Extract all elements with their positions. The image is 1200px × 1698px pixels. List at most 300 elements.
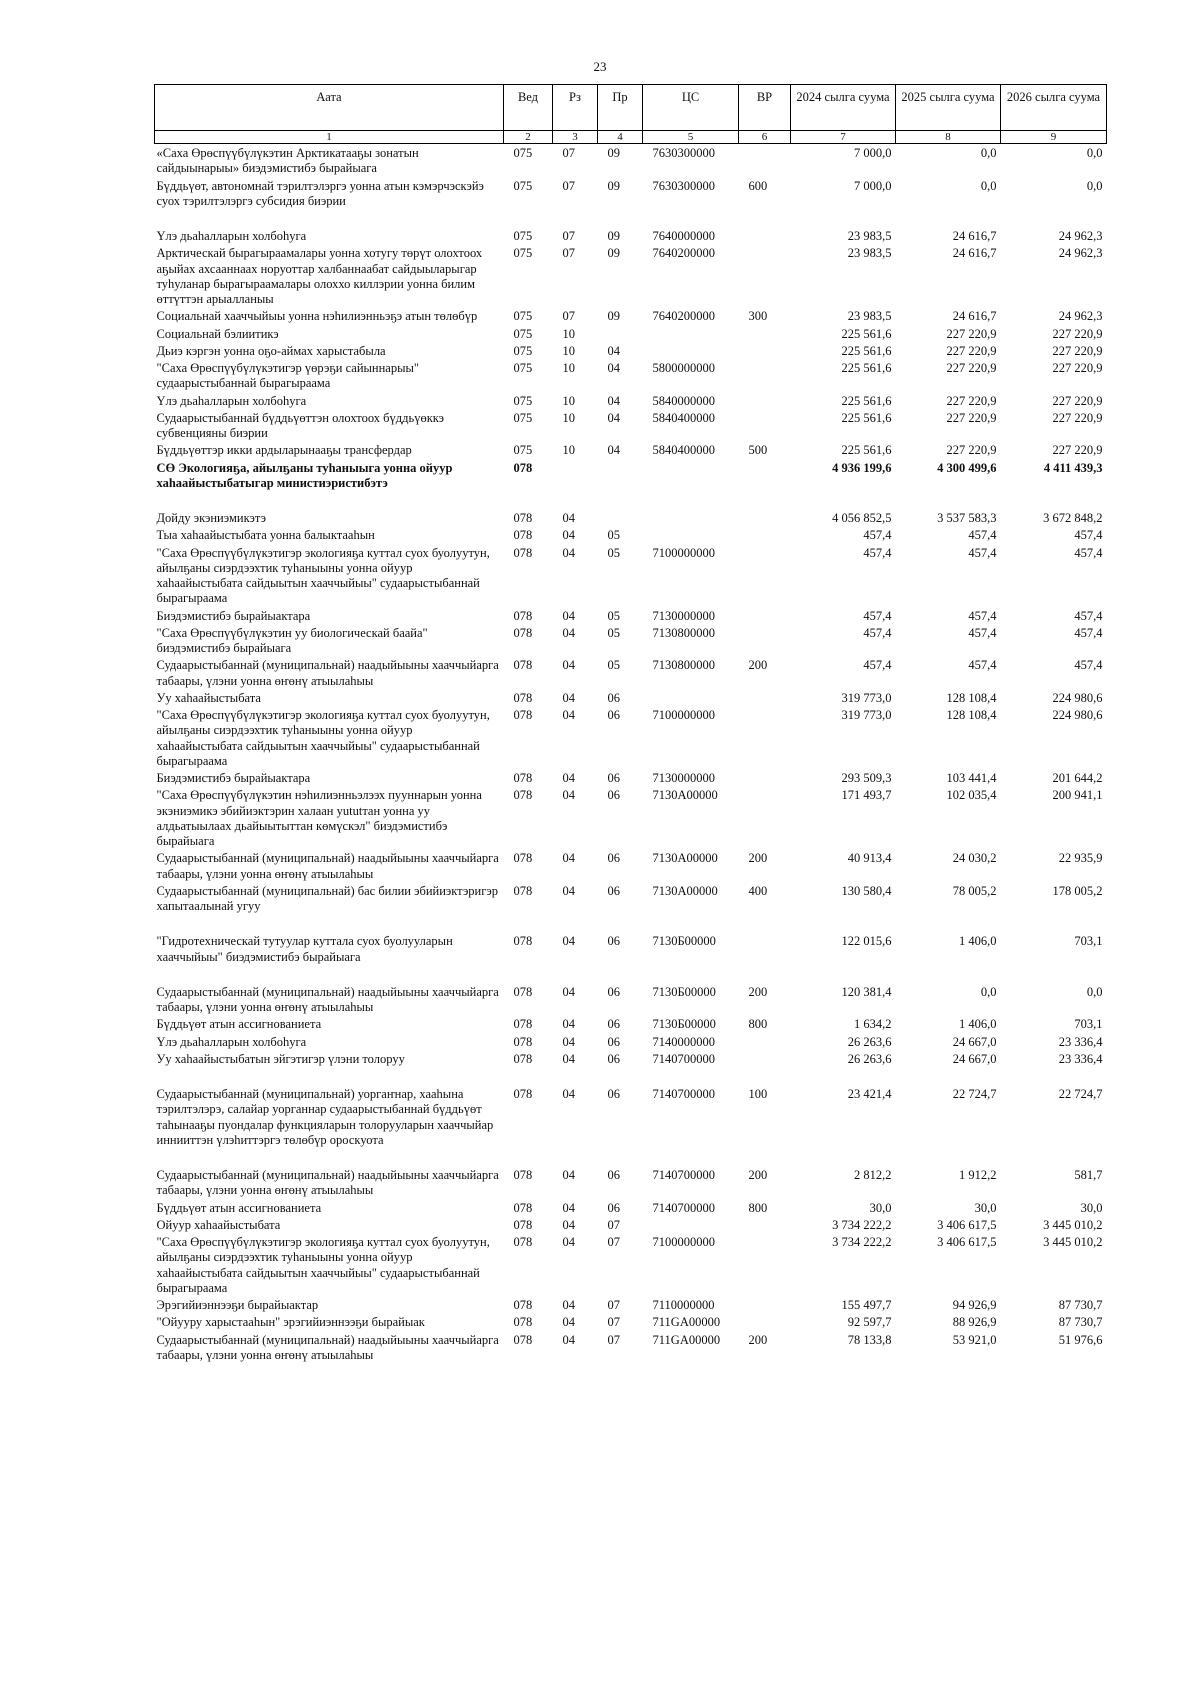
- row-ved: 078: [513, 1298, 533, 1312]
- row-vr: [739, 607, 791, 624]
- table-row: [155, 544, 1107, 607]
- row-rz: 04: [562, 528, 575, 543]
- table-row: [155, 1331, 1107, 1364]
- row-2026-amount: 227 220,9: [1052, 410, 1103, 425]
- row-2024-amount: 120 381,4: [841, 984, 892, 999]
- row-ved: 078: [513, 1200, 533, 1215]
- row-2024-amount: 23 421,4: [847, 1087, 892, 1101]
- row-2026-amount: 227 220,9: [1052, 361, 1103, 375]
- row-vr: 800: [748, 1200, 768, 1215]
- row-ved: 078: [513, 708, 533, 722]
- row-ved: 078: [513, 934, 533, 949]
- row-2025-amount: 53 921,0: [952, 1332, 997, 1347]
- row-2026-amount: 227 220,9: [1052, 393, 1103, 408]
- row-2024-amount: 457,4: [863, 528, 892, 543]
- table-row: [155, 459, 1107, 492]
- row-vr: 500: [748, 443, 768, 458]
- row-pr: 04: [607, 393, 620, 408]
- row-cs: 5840400000: [652, 410, 715, 425]
- row-2024-amount: 225 561,6: [841, 361, 892, 375]
- row-pr: 04: [607, 343, 620, 358]
- row-cs: [643, 459, 739, 492]
- row-name: «Саха Өрөспүүбүлүкэтин Арктикатааҕы зонатын сайдыынарыы» биэдэмистибэ бырайыага: [156, 146, 419, 176]
- row-2025-amount: 103 441,4: [946, 771, 997, 785]
- table-row: [155, 1033, 1107, 1050]
- row-rz: 04: [562, 1051, 575, 1066]
- row-name: Дойду экэниэмикэтэ: [156, 511, 266, 525]
- row-name: Судаарыстыбаннай (муниципальнай) наадыйыыны хааччыйарга табаары, үлэни уонна өҥөнү атыылаһыы: [156, 851, 499, 881]
- row-vr: [739, 706, 791, 769]
- header-row: [155, 85, 1107, 131]
- row-cs: 7640000000: [652, 229, 715, 243]
- row-ved: 078: [513, 1217, 533, 1232]
- budget-table: [154, 84, 1107, 1363]
- row-pr: 06: [607, 1051, 620, 1066]
- row-name: Бүддьүөт атын ассигнованиета: [156, 1017, 322, 1032]
- row-cs: 5800000000: [652, 361, 715, 375]
- column-number-row: [155, 131, 1107, 144]
- table-row: [155, 849, 1107, 882]
- row-2025-amount: 78 005,2: [952, 883, 997, 898]
- row-ved: 078: [513, 545, 533, 560]
- row-2024-amount: 122 015,6: [841, 934, 892, 949]
- row-2025-amount: 24 616,7: [952, 246, 997, 261]
- header-2026: 2026 сылга суума: [1001, 85, 1107, 131]
- row-cs: 7130000000: [652, 608, 715, 623]
- row-pr: 07: [607, 1315, 620, 1330]
- row-cs: 5840400000: [652, 443, 715, 458]
- table-row: [155, 342, 1107, 359]
- row-2025-amount: 0,0: [980, 146, 997, 160]
- row-name: "Саха Өрөспүүбүлүкэтигэр экологияҕа куттал суох буолуутун, айылҕаны сиэрдээхтик туһаныыны уонна ойуур хаһаайыстыбата сайдыытын хааччыйыы" судаарыстыбаннай бырагыраама: [156, 708, 490, 768]
- row-2026-amount: 457,4: [1074, 528, 1103, 543]
- row-vr: [739, 409, 791, 442]
- header-vr: ВР: [739, 85, 791, 131]
- row-2026-amount: 227 220,9: [1052, 443, 1103, 458]
- table-row: [155, 965, 1107, 1016]
- row-pr: 06: [607, 851, 620, 866]
- row-cs: [643, 1216, 739, 1233]
- row-name: Уу хаһаайыстыбата: [156, 690, 261, 705]
- row-vr: [739, 624, 791, 657]
- row-2024-amount: 2 812,2: [854, 1168, 892, 1182]
- row-vr: [739, 342, 791, 359]
- row-2026-amount: 457,4: [1074, 608, 1103, 623]
- row-2026-amount: 30,0: [1080, 1200, 1103, 1215]
- row-vr: [739, 244, 791, 307]
- table-row: [155, 1050, 1107, 1067]
- table-row: [155, 359, 1107, 392]
- row-cs: 7140700000: [652, 1087, 715, 1101]
- row-name: "Гидротехническай тутуулар куттала суох буолууларын хааччыйыы" биэдэмистибэ бырайыага: [156, 934, 453, 964]
- row-2026-amount: 0,0: [1086, 178, 1103, 193]
- row-2025-amount: 88 926,9: [952, 1315, 997, 1330]
- row-vr: 400: [748, 883, 768, 898]
- row-cs: 7140700000: [652, 1200, 715, 1215]
- row-pr: 07: [607, 1332, 620, 1347]
- row-pr: 07: [607, 1298, 620, 1312]
- row-cs: 7110000000: [652, 1298, 715, 1312]
- row-ved: 075: [513, 361, 533, 375]
- row-name: "Саха Өрөспүүбүлүкэтигэр үөрэҕи сайыннарыы" судаарыстыбаннай бырагыраама: [156, 361, 419, 391]
- row-rz: 04: [562, 771, 575, 785]
- header-2025: 2025 сылга суума: [896, 85, 1001, 131]
- row-2024-amount: 4 056 852,5: [832, 511, 892, 525]
- row-cs: 7140700000: [652, 1168, 715, 1182]
- header-name: Аата: [155, 85, 504, 131]
- row-pr: 09: [607, 246, 620, 261]
- row-name: "Саха Өрөспүүбүлүкэтигэр экологияҕа куттал суох буолуутун, айылҕаны сиэрдээхтик туһаныыны уонна ойуур хаһаайыстыбата сайдыытын хааччыйыы" судаарыстыбаннай бырагыраама: [156, 545, 490, 606]
- row-name: Судаарыстыбаннай бүддьүөттэн олохтоох бүддьүөккэ субвенцияны биэрии: [156, 410, 445, 440]
- row-cs: 7130Б00000: [652, 1017, 716, 1032]
- column-number: 8: [896, 131, 1001, 144]
- row-pr: 05: [607, 528, 620, 543]
- row-pr: 05: [607, 658, 620, 673]
- row-ved: 078: [513, 771, 533, 785]
- row-name: "Саха Өрөспүүбүлүкэтин уу биологическай баайа" биэдэмистибэ бырайыага: [156, 625, 428, 655]
- row-rz: 07: [562, 146, 575, 160]
- row-pr: [598, 459, 643, 492]
- row-rz: 07: [562, 229, 575, 243]
- row-cs: 7130А00000: [652, 883, 718, 898]
- row-2026-amount: 457,4: [1074, 625, 1103, 640]
- row-cs: 7130А00000: [652, 788, 718, 803]
- row-2024-amount: 1 634,2: [854, 1017, 892, 1032]
- row-rz: 10: [562, 410, 575, 425]
- row-vr: 600: [748, 178, 768, 193]
- row-ved: 078: [513, 528, 533, 543]
- row-2024-amount: 4 936 199,6: [832, 460, 892, 475]
- row-cs: [643, 526, 739, 543]
- row-rz: 04: [562, 1217, 575, 1232]
- row-ved: 078: [513, 851, 533, 866]
- row-rz: 04: [562, 1087, 575, 1101]
- table-row: [155, 144, 1107, 177]
- row-pr: 04: [607, 443, 620, 458]
- row-rz: 04: [562, 511, 575, 525]
- row-name: Эрэгийиэннээҕи бырайыактар: [156, 1298, 319, 1312]
- row-pr: 09: [607, 146, 620, 160]
- row-2025-amount: 24 030,2: [952, 851, 997, 866]
- row-2026-amount: 0,0: [1086, 146, 1103, 160]
- row-vr: [739, 1296, 791, 1313]
- row-rz: 04: [562, 788, 575, 803]
- row-rz: 07: [562, 309, 575, 324]
- row-2025-amount: 457,4: [968, 608, 997, 623]
- row-name: "Ойууру харыстааһын" эрэгийиэннээҕи бырайыак: [156, 1315, 425, 1330]
- row-2025-amount: 0,0: [980, 984, 997, 999]
- row-cs: 711GA00000: [652, 1315, 721, 1330]
- row-ved: 078: [513, 1017, 533, 1032]
- table-row: [155, 209, 1107, 244]
- row-name: Судаарыстыбаннай (муниципальнай) бас билии эбийиэктэригэр хапытаалынай угуу: [156, 883, 498, 913]
- row-rz: 10: [562, 361, 575, 375]
- row-ved: 075: [513, 146, 533, 160]
- row-2024-amount: 92 597,7: [847, 1315, 892, 1330]
- row-vr: 200: [748, 1332, 768, 1347]
- row-2026-amount: 51 976,6: [1058, 1332, 1103, 1347]
- row-2024-amount: 23 983,5: [847, 246, 892, 261]
- row-pr: 09: [607, 309, 620, 324]
- row-2024-amount: 225 561,6: [841, 343, 892, 358]
- row-rz: 04: [562, 1017, 575, 1032]
- table-row: [155, 786, 1107, 849]
- row-vr: [739, 1233, 791, 1296]
- row-2025-amount: 1 406,0: [959, 934, 997, 949]
- column-number: 2: [504, 131, 553, 144]
- row-2025-amount: 227 220,9: [946, 361, 997, 375]
- row-cs: [643, 325, 739, 342]
- table-row: [155, 1015, 1107, 1032]
- row-2026-amount: 3 672 848,2: [1043, 511, 1103, 525]
- row-cs: [643, 689, 739, 706]
- row-pr: 06: [607, 788, 620, 803]
- row-pr: 06: [607, 1200, 620, 1215]
- row-cs: 7130800000: [652, 625, 715, 640]
- row-2025-amount: 128 108,4: [946, 690, 997, 705]
- row-vr: 300: [748, 309, 768, 324]
- row-cs: 7640200000: [652, 309, 715, 324]
- table-row: [155, 1296, 1107, 1313]
- row-2026-amount: 4 411 439,3: [1043, 460, 1103, 475]
- row-rz: 10: [562, 343, 575, 358]
- row-cs: 7130Б00000: [652, 984, 716, 999]
- row-2026-amount: 23 336,4: [1058, 1051, 1103, 1066]
- row-ved: 078: [513, 658, 533, 673]
- row-pr: 05: [607, 545, 620, 560]
- row-rz: 10: [562, 393, 575, 408]
- row-2024-amount: 155 497,7: [841, 1298, 892, 1312]
- table-row: [155, 689, 1107, 706]
- row-pr: 06: [607, 1017, 620, 1032]
- row-2026-amount: 3 445 010,2: [1043, 1235, 1103, 1249]
- page-number: 23: [593, 59, 607, 74]
- row-rz: 10: [562, 326, 575, 341]
- column-number: 3: [553, 131, 598, 144]
- row-name: Социальнай бэлиитикэ: [156, 326, 279, 341]
- row-2024-amount: 3 734 222,2: [832, 1235, 892, 1249]
- row-ved: 078: [513, 1235, 533, 1249]
- row-vr: [739, 325, 791, 342]
- row-2026-amount: 201 644,2: [1052, 771, 1103, 785]
- table-row: [155, 1148, 1107, 1199]
- row-2026-amount: 200 941,1: [1052, 788, 1103, 803]
- row-2024-amount: 171 493,7: [841, 788, 892, 803]
- row-ved: 078: [513, 883, 533, 898]
- row-pr: 04: [607, 410, 620, 425]
- row-2026-amount: 3 445 010,2: [1043, 1217, 1103, 1232]
- row-ved: 078: [513, 511, 533, 525]
- column-number: 1: [155, 131, 504, 144]
- row-rz: [553, 459, 598, 492]
- table-body: [155, 144, 1107, 1364]
- table-row: [155, 656, 1107, 689]
- row-vr: [739, 144, 791, 177]
- row-2024-amount: 319 773,0: [841, 708, 892, 722]
- row-vr: [739, 786, 791, 849]
- row-vr: [739, 914, 791, 965]
- row-pr: 06: [607, 883, 620, 898]
- table-row: [155, 392, 1107, 409]
- row-2024-amount: 26 263,6: [847, 1051, 892, 1066]
- row-2026-amount: 227 220,9: [1052, 326, 1103, 341]
- row-pr: 04: [607, 361, 620, 375]
- row-vr: [739, 1050, 791, 1067]
- row-2026-amount: 703,1: [1074, 1017, 1103, 1032]
- row-2025-amount: 102 035,4: [946, 788, 997, 803]
- table-row: [155, 914, 1107, 965]
- row-2024-amount: 78 133,8: [847, 1332, 892, 1347]
- row-2025-amount: 227 220,9: [946, 326, 997, 341]
- row-ved: 078: [513, 984, 533, 999]
- column-number: 5: [643, 131, 739, 144]
- row-rz: 04: [562, 1298, 575, 1312]
- row-cs: 7100000000: [652, 1235, 715, 1249]
- row-pr: 06: [607, 984, 620, 999]
- row-ved: 078: [513, 608, 533, 623]
- row-vr: [739, 769, 791, 786]
- row-2024-amount: 457,4: [863, 658, 892, 673]
- row-vr: [739, 392, 791, 409]
- row-rz: 04: [562, 1200, 575, 1215]
- row-2026-amount: 87 730,7: [1058, 1298, 1103, 1312]
- row-pr: 06: [607, 934, 620, 949]
- row-2026-amount: 227 220,9: [1052, 343, 1103, 358]
- column-number: 7: [791, 131, 896, 144]
- row-2026-amount: 178 005,2: [1052, 883, 1103, 898]
- row-2025-amount: 457,4: [968, 625, 997, 640]
- row-2026-amount: 87 730,7: [1058, 1315, 1103, 1330]
- row-2025-amount: 1 912,2: [959, 1168, 997, 1182]
- header-rz: Рз: [553, 85, 598, 131]
- row-2025-amount: 1 406,0: [959, 1017, 997, 1032]
- row-2024-amount: 26 263,6: [847, 1034, 892, 1049]
- row-vr: 200: [748, 984, 768, 999]
- table-row: [155, 409, 1107, 442]
- row-pr: 07: [607, 1217, 620, 1232]
- row-rz: 04: [562, 625, 575, 640]
- row-cs: 7130А00000: [652, 851, 718, 866]
- row-cs: 7130Б00000: [652, 934, 716, 949]
- table-row: [155, 706, 1107, 769]
- row-2024-amount: 225 561,6: [841, 443, 892, 458]
- row-pr: 06: [607, 708, 620, 722]
- row-2024-amount: 293 509,3: [841, 771, 892, 785]
- row-pr: [598, 491, 643, 526]
- row-rz: 04: [562, 984, 575, 999]
- row-name: Судаарыстыбаннай (муниципальнай) уоргаҥнар, хааһына тэрилтэлэрэ, салайар уорганнар судаарыстыбаннай бүддьүөт таһынааҕы пуондалар функцияларын толорууларын хааччыйар иннииттэн үлэһиттэргэ төлөбүр ороскуота: [156, 1087, 494, 1147]
- row-rz: 04: [562, 708, 575, 722]
- row-ved: 075: [513, 326, 533, 341]
- row-2026-amount: 24 962,3: [1058, 246, 1103, 261]
- row-ved: 078: [513, 1087, 533, 1101]
- row-2024-amount: 457,4: [863, 608, 892, 623]
- row-2025-amount: 227 220,9: [946, 393, 997, 408]
- row-2026-amount: 23 336,4: [1058, 1034, 1103, 1049]
- row-vr: [739, 526, 791, 543]
- row-2025-amount: 128 108,4: [946, 708, 997, 722]
- row-2026-amount: 224 980,6: [1052, 690, 1103, 705]
- header-cs: ЦС: [643, 85, 739, 131]
- row-name: "Саха Өрөспүүбүлүкэтин нэһилиэнньэлээх пууннарын уонна экэниэмикэ эбийиэктэрин халаан уututтан уонна уу алдьатыылаах дьайыытыттан көмүскэл" биэдэмистибэ бырайыага: [156, 788, 482, 848]
- row-name: Бүддьүөттэр икки ардыларынааҕы трансфердар: [156, 443, 412, 458]
- row-ved: 075: [513, 343, 533, 358]
- row-pr: 06: [607, 1034, 620, 1049]
- row-2026-amount: 24 962,3: [1058, 309, 1103, 324]
- row-2026-amount: 581,7: [1074, 1168, 1103, 1182]
- table-row: [155, 244, 1107, 307]
- row-rz: 04: [562, 851, 575, 866]
- row-name: Судаарыстыбаннай (муниципальнай) наадыйыыны хааччыйарга табаары, үлэни уонна өҥөнү атыылаһыы: [156, 1168, 499, 1198]
- row-2025-amount: 24 616,7: [952, 229, 997, 243]
- row-cs: 7140700000: [652, 1051, 715, 1066]
- table-row: [155, 1199, 1107, 1216]
- row-2025-amount: 24 667,0: [952, 1051, 997, 1066]
- table-row: [155, 307, 1107, 324]
- row-2024-amount: 225 561,6: [841, 410, 892, 425]
- row-2025-amount: 457,4: [968, 545, 997, 560]
- row-2025-amount: 22 724,7: [952, 1087, 997, 1101]
- row-cs: 7630300000: [652, 178, 715, 193]
- row-rz: 04: [562, 1235, 575, 1249]
- row-cs: 5840000000: [652, 393, 715, 408]
- row-vr: [739, 1313, 791, 1330]
- row-name: Уу хаһаайыстыбатын эйгэтигэр үлэни толоруу: [156, 1051, 405, 1066]
- table-row: [155, 624, 1107, 657]
- row-2025-amount: 3 537 583,3: [937, 511, 997, 525]
- row-2024-amount: 30,0: [869, 1200, 892, 1215]
- column-number: 4: [598, 131, 643, 144]
- row-vr: 800: [748, 1017, 768, 1032]
- row-2024-amount: 225 561,6: [841, 326, 892, 341]
- row-rz: 04: [562, 690, 575, 705]
- column-number: 6: [739, 131, 791, 144]
- row-pr: 09: [607, 178, 620, 193]
- row-cs: 7130000000: [652, 771, 715, 785]
- row-2026-amount: 22 935,9: [1058, 851, 1103, 866]
- table-row: [155, 607, 1107, 624]
- row-pr: 05: [607, 608, 620, 623]
- row-pr: 06: [607, 1168, 620, 1182]
- row-2024-amount: 7 000,0: [854, 178, 892, 193]
- row-cs: 7630300000: [652, 146, 715, 160]
- row-2026-amount: 703,1: [1074, 934, 1103, 949]
- row-ved: 078: [513, 1051, 533, 1066]
- table-row: [155, 325, 1107, 342]
- row-vr: [739, 359, 791, 392]
- row-2026-amount: 457,4: [1074, 545, 1103, 560]
- row-name: Бүддьүөт, автономнай тэрилтэлэргэ уонна атын кэмэрчэскэйэ суох тэрилтэлэргэ субсидия биэрии: [156, 178, 484, 208]
- row-name: Арктическай бырагыраамалары уонна хотугу төрүт олохтоох аҕыйах ахсааннаах норуоттар халбаннаабат сайдыыларыгар туһуланар бырагыраамалары олоххо киллэрии уонна билим өттүттэн арыалланыы: [156, 246, 483, 306]
- budget-sheet: [154, 84, 1106, 1363]
- header-pr: Пр: [598, 85, 643, 131]
- row-2025-amount: 227 220,9: [946, 410, 997, 425]
- row-2025-amount: 457,4: [968, 528, 997, 543]
- row-rz: 04: [562, 883, 575, 898]
- header-2024: 2024 сылга суума: [791, 85, 896, 131]
- row-2024-amount: 319 773,0: [841, 690, 892, 705]
- row-vr: 200: [748, 1168, 768, 1182]
- row-rz: 04: [562, 545, 575, 560]
- row-2025-amount: 227 220,9: [946, 343, 997, 358]
- row-2026-amount: 0,0: [1086, 984, 1103, 999]
- table-row: [155, 491, 1107, 526]
- table-row: [155, 1313, 1107, 1330]
- row-2024-amount: 457,4: [863, 545, 892, 560]
- row-2025-amount: 0,0: [980, 178, 997, 193]
- row-2024-amount: 7 000,0: [854, 146, 892, 160]
- row-2026-amount: 224 980,6: [1052, 708, 1103, 722]
